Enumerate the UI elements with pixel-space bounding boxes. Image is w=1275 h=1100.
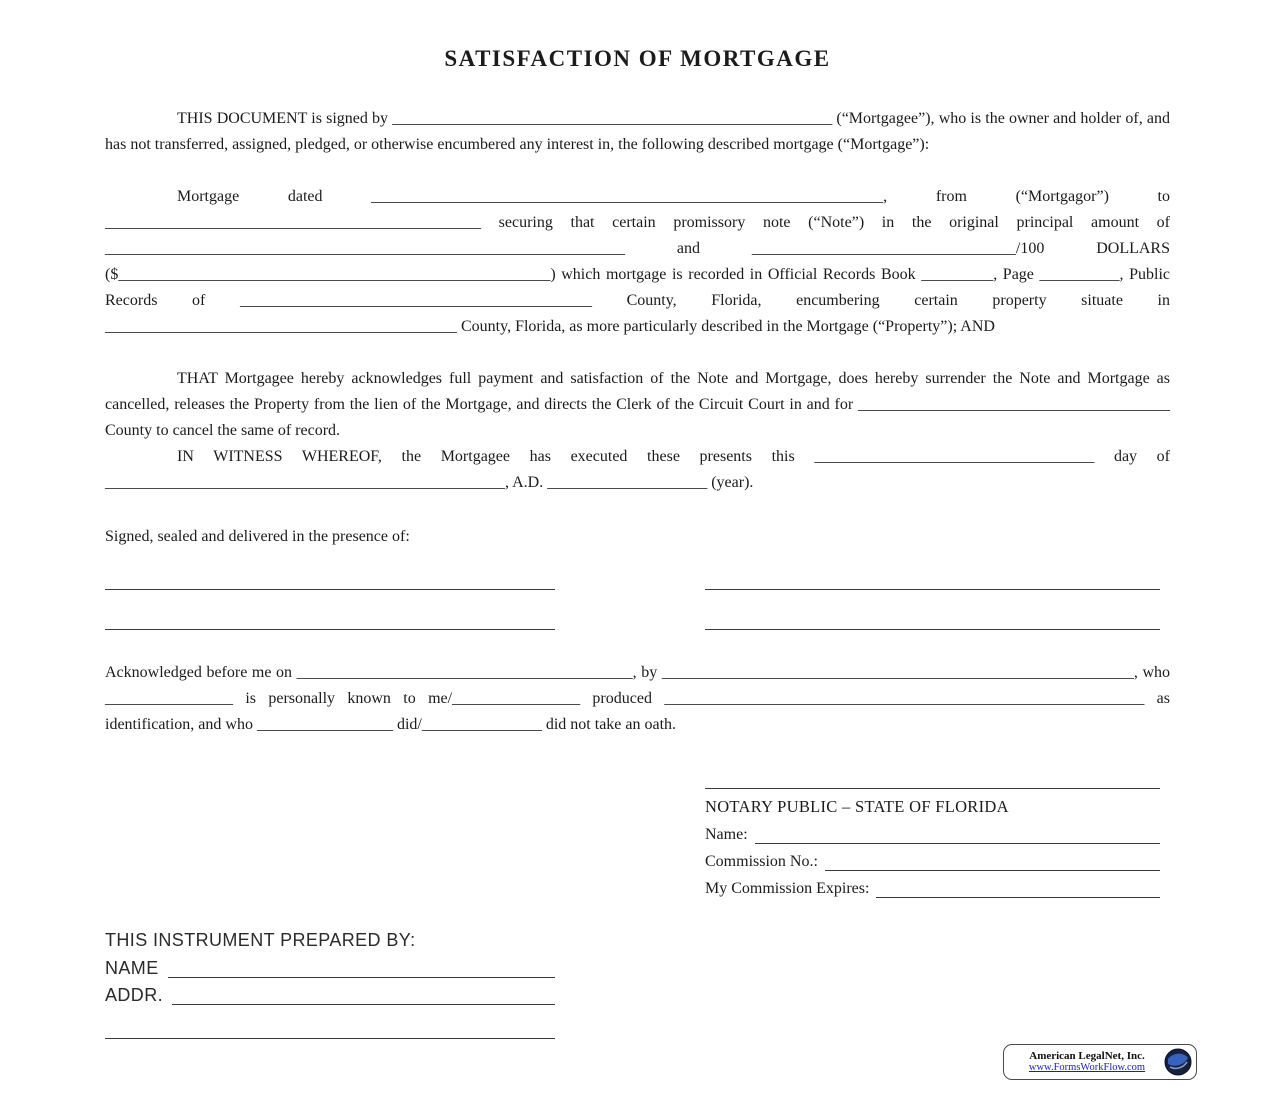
- prepared-by-heading: THIS INSTRUMENT PREPARED BY:: [105, 930, 416, 950]
- notary-expires-blank: [876, 882, 1160, 898]
- mortgage-details-paragraph: Mortgage dated ________________________________________________________________, from (“Mortgagor”) to _______________________________________________ securing that certain promissory note (“Note”) in the original principal amount of _________________________________________________________________ and _________________________________/100 DOLLARS ($______________________________________________________) which mortgage is recorded in Official Records Book _________, Page __________, Public Records of ____________________________________________ County, Florida, encumbering certain property situate in ____________________________________________ County, Florida, as more particularly described in the Mortgage (“Property”); AND: [105, 188, 1170, 335]
- notary-signature-line: [705, 788, 1160, 789]
- vendor-url-link[interactable]: www.FormsWorkFlow.com: [1028, 1062, 1146, 1074]
- notary-commission-label: Commission No.:: [705, 853, 818, 870]
- witness-signature-line-left-2: [105, 590, 555, 630]
- notary-expires-label: My Commission Expires:: [705, 880, 870, 897]
- globe-logo-icon: [1164, 1048, 1192, 1076]
- notary-name-row: [705, 826, 1160, 844]
- prepared-by-name-blank: [168, 960, 555, 978]
- witness-signature-line-right-2: [705, 590, 1160, 630]
- prepared-by-name-row: [105, 958, 555, 978]
- notary-name-label: Name:: [705, 826, 748, 843]
- vendor-company-name: American LegalNet, Inc.: [1029, 1049, 1145, 1062]
- prepared-by-addr-blank: [172, 987, 555, 1005]
- prepared-by-block: [105, 930, 555, 1039]
- witness-signature-line-right-1: [705, 566, 1160, 590]
- witness-signature-block: [105, 566, 1170, 630]
- prepared-by-addr-row: [105, 985, 555, 1005]
- satisfaction-paragraph: THAT Mortgagee hereby acknowledges full payment and satisfaction of the Note and Mortgage, does hereby surrender the Note and Mortgage as cancelled, releases the Property from the lien of the Mortgage, and directs the Clerk of the Circuit Court in and for _______________________________________ County to cancel the same of record.: [105, 370, 1170, 439]
- acknowledgment-paragraph: Acknowledged before me on __________________________________________, by ___________________________________________________________, who ________________ is personally known to me/________________ produced ____________________________________________________________ as identification, and who _________________ did/_______________ did not take an oath.: [105, 664, 1170, 733]
- prepared-by-name-label: NAME: [105, 958, 159, 978]
- notary-commission-row: [705, 853, 1160, 871]
- notary-heading: NOTARY PUBLIC – STATE OF FLORIDA: [705, 797, 1009, 816]
- vendor-footer-box: [1003, 1044, 1197, 1080]
- notary-expires-row: [705, 880, 1160, 898]
- intro-paragraph: THIS DOCUMENT is signed by _______________________________________________________ (“Mortgagee”), who is the owner and holder of, and has not transferred, assigned, pledged, or otherwise encumbered any interest in, the following described mortgage (“Mortgage”):: [105, 110, 1170, 153]
- notary-block: [705, 788, 1160, 898]
- notary-commission-blank: [825, 855, 1160, 871]
- witness-clause-paragraph: IN WITNESS WHEREOF, the Mortgagee has executed these presents this ___________________________________ day of __________________________________________________, A.D. ____________________ (year).: [105, 448, 1170, 491]
- prepared-by-extra-blank: [105, 1021, 555, 1039]
- presence-label: Signed, sealed and delivered in the presence of:: [105, 528, 410, 545]
- prepared-by-addr-label: ADDR.: [105, 985, 164, 1005]
- notary-name-blank: [755, 828, 1160, 844]
- document-title: SATISFACTION OF MORTGAGE: [444, 46, 831, 71]
- prepared-by-extra-row: [105, 1021, 555, 1039]
- witness-signature-line-left-1: [105, 566, 555, 590]
- vendor-footer-text: [1010, 1050, 1164, 1075]
